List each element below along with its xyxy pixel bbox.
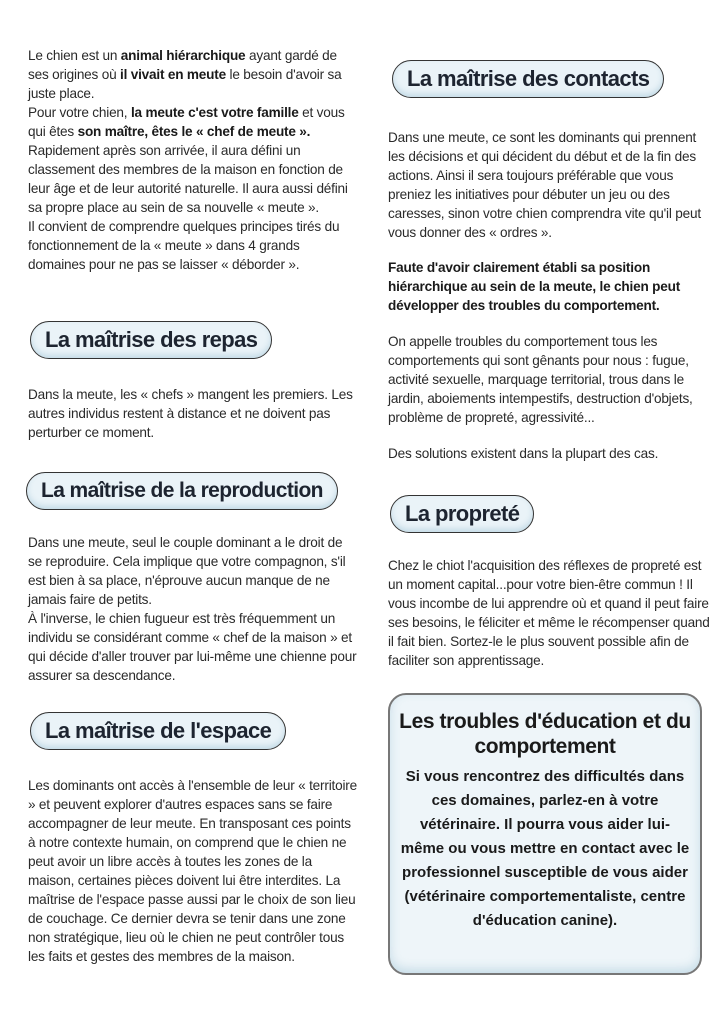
intro2-run-4: Rapidement après son arrivée, il aura défini un classement des membres de la maison en fonction de leur âge et de leur autorité naturelle. Il aura aussi défini sa propre place au sein de sa nouvelle « meute ».	[28, 143, 348, 215]
intro1-run-4: le besoin d'avoir sa juste place.	[28, 67, 342, 101]
intro1-run-0: Le chien est un	[28, 48, 121, 63]
reproduction-block	[28, 533, 358, 685]
contacts-text: Dans une meute, ce sont les dominants qui prennent les décisions et qui décident du début et de la fin des actions. Ainsi il sera toujours préférable que vous preniez les initiatives pour débuter un jeu ou des caresses, sinon votre chien comprendra vite qu'il peut vous donner des « ordres ».	[388, 130, 701, 240]
intro2-run-1: la meute c'est votre famille	[130, 105, 299, 120]
solutions-text: Des solutions existent dans la plupart des cas.	[388, 446, 659, 461]
intro-paragraph-3: Il convient de comprendre quelques principes tirés du fonctionnement de la « meute » dans 4 grands domaines pour ne pas se laisser « déborder ».	[28, 219, 340, 272]
advice-box-title: Les troubles d'éducation et du comportement	[399, 710, 691, 758]
proprete-text: Chez le chiot l'acquisition des réflexes de propreté est un moment capital...pour votre bien-être commun ! Il vous incombe de lui apprendre où et quand il peut faire ses besoins, le féliciter et même le récompenser quand il fait bien. Sortez-le le plus souvent possible afin de faciliter son apprentissage.	[388, 558, 710, 668]
espace-text: Les dominants ont accès à l'ensemble de leur « territoire » et peuvent explorer d'autres espaces sans se faire accompagner de leur meute. En transposant ces points à notre contexte humain, on comprend que le chien ne peut avoir un libre accès à toutes les zones de la maison, certaines pièces doivent lui être interdites. La maîtrise de l'espace passe aussi par le choix de son lieu de couchage. Ce dernier devra se tenir dans une zone non stratégique, lieu où le chien ne peut contrôler tous les faits et gestes des membres de la maison.	[28, 778, 357, 964]
section-title-repas: La maîtrise des repas	[30, 321, 272, 359]
intro1-run-3: il vivait en meute	[120, 67, 226, 82]
warning-block	[388, 258, 714, 315]
intro-paragraph-1	[28, 46, 358, 103]
section-title-reproduction: La maîtrise de la reproduction	[26, 472, 338, 510]
intro2-run-0: Pour votre chien,	[28, 105, 131, 120]
repas-text: Dans la meute, les « chefs » mangent les premiers. Les autres individus restent à distance et ne doivent pas perturber ce moment.	[28, 387, 353, 440]
intro2-run-2: et vous qui êtes	[28, 105, 345, 139]
intro-block	[28, 46, 358, 274]
warning-text: Faute d'avoir clairement établi sa position hiérarchique au sein de la meute, le chien peut développer des troubles du comportement.	[388, 260, 681, 313]
intro2-run-3: son maître, êtes le « chef de meute ».	[77, 124, 311, 139]
espace-block	[28, 776, 358, 966]
intro-paragraph-2	[28, 103, 358, 217]
intro1-run-1: animal hiérarchique	[120, 48, 246, 63]
section-title-contacts: La maîtrise des contacts	[392, 60, 664, 98]
troubles-block	[388, 332, 714, 427]
reproduction-text-1: Dans une meute, seul le couple dominant a le droit de se reproduire. Cela implique que votre compagnon, s'il est bien à sa place, n'éprouve aucun manque de ne jamais faire de petits.	[28, 535, 346, 607]
proprete-block	[388, 556, 714, 670]
advice-box-text: Si vous rencontrez des difficultés dans ces domaines, parlez-en à votre vétérinaire. Il pourra vous aider lui-même ou vous mettre en contact avec le professionnel susceptible de vous aider (vétérinaire comportementaliste, centre d'éducation canine).	[400, 768, 690, 929]
contacts-block	[388, 128, 714, 242]
troubles-text: On appelle troubles du comportement tous les comportements qui sont gênants pour nous : fugue, activité sexuelle, marquage territorial, trous dans le jardin, aboiements intempestifs, destruction d'objets, problème de propreté, agressivité...	[388, 334, 693, 425]
section-title-proprete: La propreté	[390, 495, 534, 533]
solutions-block	[388, 444, 714, 463]
section-title-espace: La maîtrise de l'espace	[30, 712, 286, 750]
advice-box	[388, 693, 702, 975]
reproduction-text-2: À l'inverse, le chien fugueur est très fréquemment un individu se considérant comme « chef de la maison » et qui décide d'aller trouver par lui-même une chienne pour assurer sa descendance.	[28, 611, 357, 683]
intro1-run-2: ayant gardé de ses origines où	[28, 48, 337, 82]
repas-block	[28, 385, 358, 442]
